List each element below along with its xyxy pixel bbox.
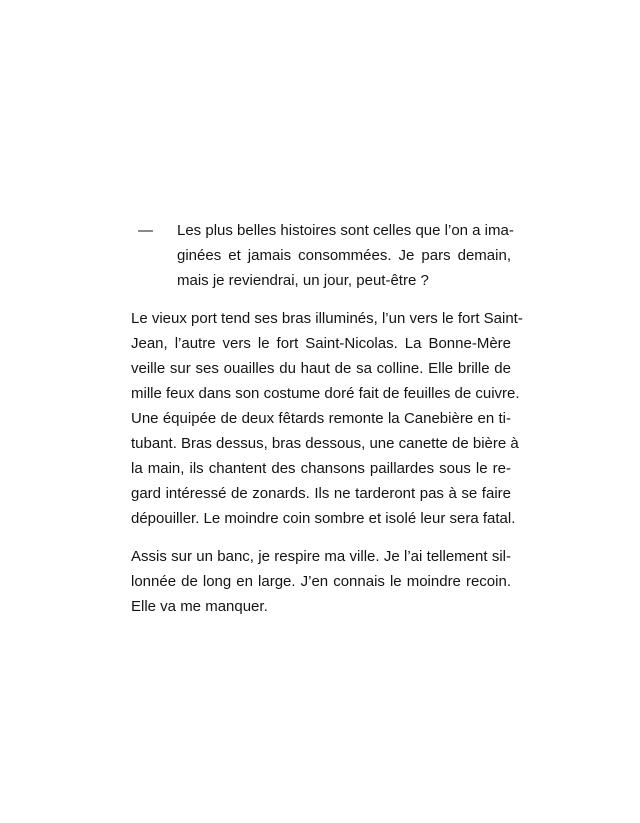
paragraph-line: Une équipée de deux fêtards remonte la Canebière en ti-: [131, 410, 511, 427]
paragraph-line: tubant. Bras dessus, bras dessous, une canette de bière à: [131, 435, 519, 452]
paragraph-line: gard intéressé de zonards. Ils ne tarderont pas à se faire: [131, 485, 511, 502]
dialogue-line: Les plus belles histoires sont celles que l’on a ima-: [177, 222, 514, 239]
paragraph-line: la main, ils chantent des chansons paillardes sous le re-: [131, 460, 511, 477]
page-text: [131, 218, 523, 619]
dialogue-line: mais je reviendrai, un jour, peut-être ?: [177, 272, 429, 289]
paragraph-line: veille sur ses ouailles du haut de sa colline. Elle brille de: [131, 360, 511, 377]
dialogue-dash: —: [138, 222, 153, 239]
paragraph-line: lonnée de long en large. J’en connais le moindre recoin.: [131, 573, 511, 590]
paragraph-line: Jean, l’autre vers le fort Saint-Nicolas. La Bonne-Mère: [131, 335, 511, 352]
paragraph-old-port: [131, 306, 523, 531]
paragraph-bench: [131, 544, 511, 619]
paragraph-line: Le vieux port tend ses bras illuminés, l’un vers le fort Saint-: [131, 310, 523, 327]
paragraph-line: mille feux dans son costume doré fait de feuilles de cuivre.: [131, 385, 520, 402]
paragraph-line: Assis sur un banc, je respire ma ville. Je l’ai tellement sil-: [131, 548, 511, 565]
paragraph-line: dépouiller. Le moindre coin sombre et isolé leur sera fatal.: [131, 510, 516, 527]
dialogue-line: ginées et jamais consommées. Je pars demain,: [177, 247, 511, 264]
dialogue-block: [131, 218, 514, 293]
paragraph-line: Elle va me manquer.: [131, 598, 268, 615]
